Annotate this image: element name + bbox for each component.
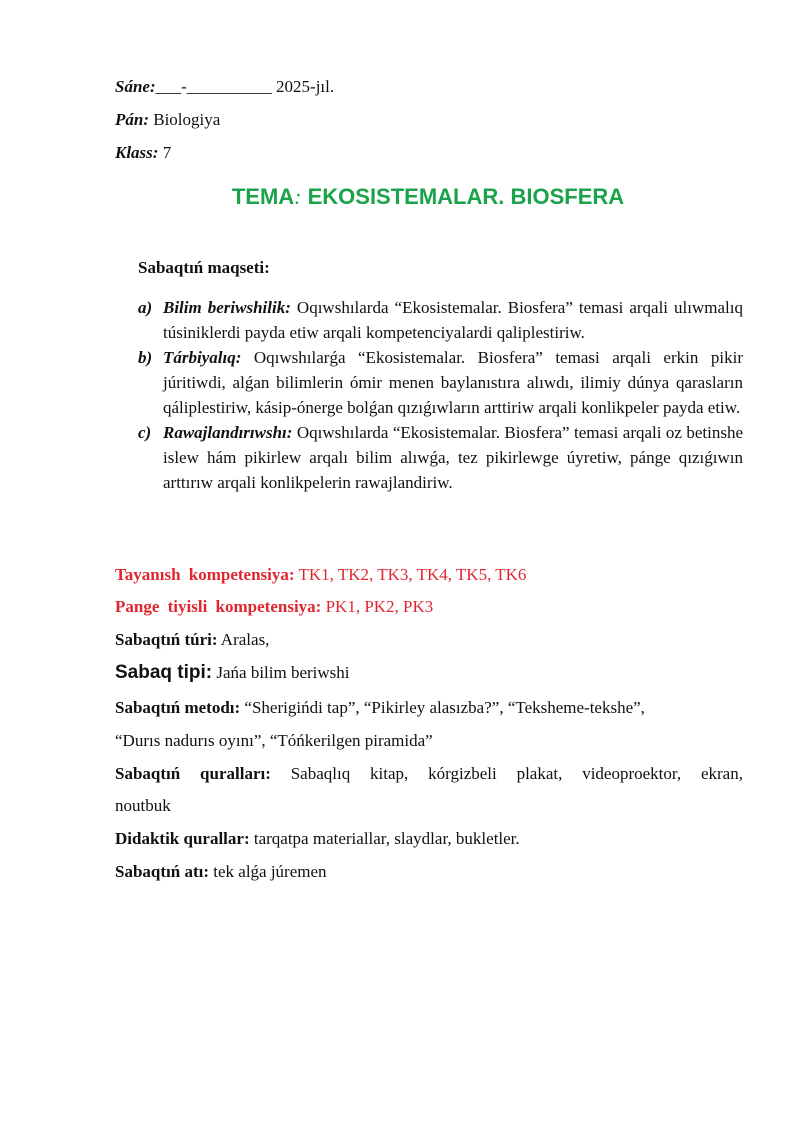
base-competency-label: Tayanısh kompetensiya: <box>115 565 295 584</box>
lesson-name-label: Sabaqtıń atı: <box>115 862 209 881</box>
date-label: Sáne: <box>115 77 156 96</box>
objective-text: Oqıwshılarǵa “Ekosistemalar. Biosfera” temasi arqali erkin pikir júritiwdi, alǵan bilimlerin ómir menen baylanıstıra alıwdı, ilimiy dúnya qarasların qáliplestiriw, kásip-ónerge bolǵan qızıǵıwların arttiriw arqali konlikpeler payda etiw. <box>163 348 743 417</box>
objective-label: Tárbiyalıq: <box>163 348 242 367</box>
subject-competency-value: PK1, PK2, PK3 <box>321 597 434 616</box>
lesson-kind-label: Sabaq tipi: <box>115 662 213 683</box>
lesson-tools-line-2: noutbuk <box>115 796 171 815</box>
objective-item <box>138 420 743 495</box>
lesson-kind-line <box>115 662 350 684</box>
didactic-value: tarqatpa materiallar, slaydlar, bukletler. <box>249 829 520 848</box>
objective-item <box>138 345 743 420</box>
objectives-list <box>138 295 743 495</box>
lesson-type-value: Aralas, <box>217 630 270 649</box>
objective-label: Bilim beriwshilik: <box>163 298 291 317</box>
lesson-name-value: tek alǵa júremen <box>209 862 327 881</box>
objective-body <box>163 345 743 420</box>
lesson-name-line <box>115 861 327 883</box>
class-label: Klass: <box>115 143 159 162</box>
date-blank: ___-__________ <box>155 77 272 96</box>
objective-body <box>163 295 743 345</box>
objective-letter: a) <box>138 298 153 317</box>
subject-value: Biologiya <box>149 110 221 129</box>
class-line <box>115 142 171 164</box>
title-prefix: TEMA <box>231 184 295 209</box>
goal-heading: Sabaqtıń maqseti: <box>138 258 270 277</box>
subject-competency-label: Pange tiyisli kompetensiya: <box>115 597 322 616</box>
lesson-tools-line <box>115 763 743 785</box>
lesson-method-line <box>115 697 645 719</box>
objective-body <box>163 420 743 495</box>
lesson-type-line <box>115 629 269 651</box>
class-value: 7 <box>158 143 172 162</box>
objective-letter: b) <box>138 348 153 367</box>
didactic-line <box>115 828 520 850</box>
base-competency-line <box>115 564 526 586</box>
lesson-type-label: Sabaqtıń túri: <box>115 630 218 649</box>
base-competency-value: TK1, TK2, TK3, TK4, TK5, TK6 <box>294 565 527 584</box>
date-year: 2025-jıl. <box>271 77 335 96</box>
lesson-method-label: Sabaqtıń metodı: <box>115 698 241 717</box>
page-title <box>0 183 800 211</box>
title-colon: : <box>294 184 302 209</box>
subject-line <box>115 109 220 131</box>
lesson-tools-value: Sabaqlıq kitap, kórgizbeli plakat, videoproektor, ekran, <box>270 764 743 783</box>
objective-letter: c) <box>138 423 152 442</box>
objective-text: Oqıwshılarda “Ekosistemalar. Biosfera” temasi arqali oz betinshe islew hám pikirlew arqalı bilim alıwǵa, tez pikirlewge úyretiw, pánge qızıǵıwın arttırıw arqali konlikpelerin rawajlandiriw. <box>163 423 743 492</box>
lesson-kind-value: Jańa bilim beriwshi <box>212 663 350 682</box>
subject-competency-line <box>115 596 433 618</box>
subject-label: Pán: <box>115 110 149 129</box>
lesson-tools-label: Sabaqtıń quralları: <box>115 764 271 783</box>
date-line <box>115 76 334 98</box>
objective-text: Oqıwshılarda “Ekosistemalar. Biosfera” temasi arqali ulıwmalıq túsiniklerdi payda etiw arqali kompetenciyalardi qaliplestiriw. <box>163 298 743 342</box>
didactic-label: Didaktik qurallar: <box>115 829 250 848</box>
lesson-method-line-2: “Durıs nadurıs oyını”, “Tóńkerilgen piramida” <box>115 731 433 750</box>
lesson-method-value: “Sherigińdi tap”, “Pikirley alasızba?”, “Teksheme-tekshe”, <box>240 698 645 717</box>
objective-item <box>138 295 743 345</box>
objective-label: Rawajlandırıwshı: <box>163 423 293 442</box>
title-text: EKOSISTEMALAR. BIOSFERA <box>301 184 625 209</box>
